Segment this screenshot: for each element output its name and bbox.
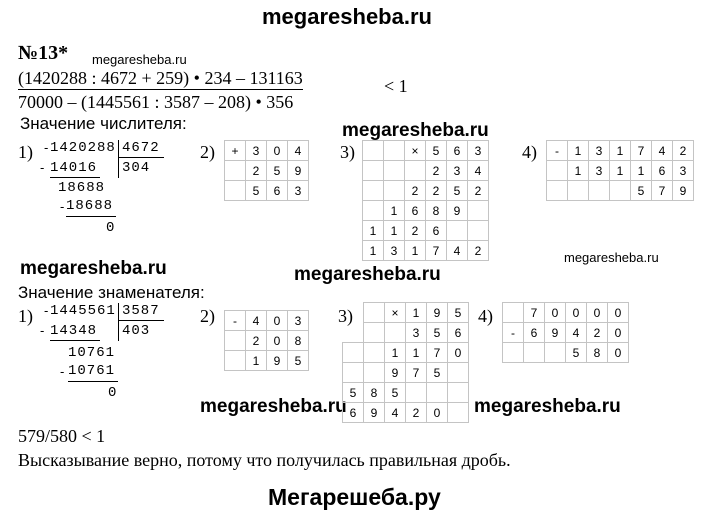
divisor: 3587 [122, 303, 160, 319]
grid-cell: 1 [631, 161, 652, 181]
grid-cell: 5 [385, 383, 406, 403]
step-label-d1: 1) [18, 306, 33, 326]
grid-cell: 7 [426, 241, 447, 261]
watermark-mid-2: megaresheba.ru [20, 258, 167, 279]
grid-cell: 1 [363, 221, 384, 241]
grid-cell: 1 [384, 201, 405, 221]
grid-cell [427, 383, 448, 403]
grid-cell: 2 [246, 161, 267, 181]
grid-cell: 4 [288, 141, 309, 161]
grid-cell [225, 351, 246, 371]
grid-cell: 0 [608, 343, 629, 363]
grid-cell: 2 [426, 181, 447, 201]
grid-cell: 0 [608, 323, 629, 343]
grid-cell: 1 [384, 221, 405, 241]
step-label-n4: 4) [522, 142, 537, 162]
times-sign: × [391, 305, 399, 320]
grid-cell: 2 [468, 181, 489, 201]
result-comparison: 579/580 < 1 [18, 426, 106, 446]
plus-sign: + [231, 143, 239, 158]
divisor: 4672 [122, 140, 160, 156]
minus-sign: - [511, 325, 515, 340]
grid-cell: 4 [566, 323, 587, 343]
grid-cell: 8 [426, 201, 447, 221]
minus-sign: - [40, 160, 45, 175]
grid-cell [363, 161, 384, 181]
grid-cell: 3 [288, 181, 309, 201]
grid-cell [384, 181, 405, 201]
grid-cell [363, 181, 384, 201]
denominator-section-title: Значение знаменателя: [18, 283, 205, 302]
grid-cell: 1 [385, 343, 406, 363]
minus-sign: - [44, 303, 49, 318]
grid-cell: 2 [426, 161, 447, 181]
grid-cell: 3 [246, 141, 267, 161]
grid-cell [405, 161, 426, 181]
grid-cell [225, 331, 246, 351]
grid-cell [589, 181, 610, 201]
step-label-d4: 4) [478, 306, 493, 326]
grid-cell: 9 [385, 363, 406, 383]
watermark-mid-3: megaresheba.ru [294, 264, 441, 285]
grid-cell: 5 [448, 303, 469, 323]
grid-cell: 9 [427, 303, 448, 323]
grid-cell: 1 [246, 351, 267, 371]
grid-cell [225, 161, 246, 181]
grid-cell: 8 [288, 331, 309, 351]
grid-cell: 5 [631, 181, 652, 201]
grid-cell [364, 323, 385, 343]
grid-cell: 6 [426, 221, 447, 241]
grid-cell [364, 363, 385, 383]
fraction-denominator: 70000 – (1445561 : 3587 – 208) • 356 [18, 92, 294, 112]
grid-cell: 2 [468, 241, 489, 261]
dividend: 1420288 [50, 140, 116, 156]
grid-cell [364, 343, 385, 363]
grid-cell: 1 [610, 141, 631, 161]
minus-sign: - [40, 323, 45, 338]
grid-numerator-subtraction [546, 140, 694, 201]
grid-cell: 5 [566, 343, 587, 363]
grid-cell: 6 [343, 403, 364, 423]
grid-cell: 5 [343, 383, 364, 403]
grid-cell [468, 221, 489, 241]
grid-cell: 1 [568, 141, 589, 161]
grid-cell: 7 [406, 363, 427, 383]
grid-denominator-subtraction-2 [502, 302, 629, 363]
grid-denominator-subtraction-1 [224, 310, 309, 371]
watermark-mid-1: megaresheba.ru [342, 120, 489, 141]
watermark-small-1: megaresheba.ru [92, 52, 187, 67]
grid-cell: 3 [384, 241, 405, 261]
subtrahend-2: 10761 [68, 363, 116, 379]
step-label-d2: 2) [200, 306, 215, 326]
grid-cell: 3 [288, 311, 309, 331]
grid-denominator-multiplication [342, 302, 469, 423]
grid-cell [610, 181, 631, 201]
grid-cell: 3 [468, 141, 489, 161]
grid-cell [547, 141, 568, 161]
grid-cell [468, 201, 489, 221]
grid-cell [225, 141, 246, 161]
grid-cell: 3 [673, 161, 694, 181]
grid-cell: 2 [587, 323, 608, 343]
grid-cell: 4 [246, 311, 267, 331]
grid-cell [225, 181, 246, 201]
grid-cell [225, 311, 246, 331]
grid-cell: 6 [267, 181, 288, 201]
grid-cell [524, 343, 545, 363]
grid-cell: 9 [545, 323, 566, 343]
conclusion-statement: Высказывание верно, потому что получилась правильная дробь. [18, 450, 511, 470]
comparison-less-than-one: < 1 [384, 76, 408, 96]
grid-cell: 0 [267, 331, 288, 351]
dividend: 1445561 [50, 303, 116, 319]
grid-cell: 1 [405, 241, 426, 261]
grid-cell: 0 [427, 403, 448, 423]
grid-cell: 9 [673, 181, 694, 201]
grid-cell [503, 323, 524, 343]
grid-cell: 0 [267, 141, 288, 161]
grid-cell: 2 [246, 331, 267, 351]
grid-cell: 5 [246, 181, 267, 201]
grid-cell: 4 [385, 403, 406, 423]
grid-numerator-addition [224, 140, 309, 201]
grid-cell: 6 [652, 161, 673, 181]
minus-sign: - [233, 313, 237, 328]
grid-cell: 4 [447, 241, 468, 261]
grid-cell: 5 [267, 161, 288, 181]
grid-cell: 5 [426, 141, 447, 161]
subtrahend-2: 18688 [66, 198, 114, 214]
grid-cell: 4 [652, 141, 673, 161]
remainder-final: 0 [108, 385, 118, 401]
minus-sign: - [555, 143, 559, 158]
numerator-section-title: Значение числителя: [20, 114, 187, 133]
step-label-n2: 2) [200, 142, 215, 162]
grid-cell [447, 221, 468, 241]
grid-cell [384, 141, 405, 161]
grid-cell: 5 [427, 363, 448, 383]
grid-cell: 8 [364, 383, 385, 403]
minus-sign: - [60, 199, 65, 214]
task-number: №13* [18, 42, 69, 64]
watermark-mid-4: megaresheba.ru [200, 396, 347, 417]
grid-cell: 6 [447, 141, 468, 161]
grid-cell: 3 [589, 161, 610, 181]
grid-cell [545, 343, 566, 363]
grid-cell [363, 201, 384, 221]
grid-cell: 0 [566, 303, 587, 323]
grid-cell: 0 [267, 311, 288, 331]
remainder-final: 0 [106, 220, 116, 236]
grid-cell: 7 [427, 343, 448, 363]
step-label-d3: 3) [338, 306, 353, 326]
grid-cell: 9 [447, 201, 468, 221]
step-label-n3: 3) [340, 142, 355, 162]
grid-cell [448, 383, 469, 403]
subtrahend-1: 14016 [50, 160, 98, 176]
remainder-1: 18688 [58, 180, 106, 196]
watermark-top: megaresheba.ru [262, 4, 432, 29]
grid-cell: 5 [288, 351, 309, 371]
grid-cell [364, 303, 385, 323]
grid-cell [384, 161, 405, 181]
grid-cell: 9 [288, 161, 309, 181]
subtrahend-1: 14348 [50, 323, 98, 339]
grid-cell: 5 [447, 181, 468, 201]
grid-cell [363, 141, 384, 161]
grid-cell: 2 [405, 221, 426, 241]
grid-cell [343, 343, 364, 363]
grid-cell [343, 323, 364, 343]
grid-cell: 1 [568, 161, 589, 181]
grid-cell: 5 [427, 323, 448, 343]
grid-cell: 2 [406, 403, 427, 423]
grid-cell: 1 [363, 241, 384, 261]
grid-cell [448, 403, 469, 423]
grid-cell [385, 323, 406, 343]
grid-cell: 3 [447, 161, 468, 181]
grid-cell: 9 [267, 351, 288, 371]
grid-cell: 8 [587, 343, 608, 363]
grid-cell [568, 181, 589, 201]
grid-cell: 3 [406, 323, 427, 343]
grid-numerator-multiplication [362, 140, 489, 261]
remainder-1: 10761 [68, 345, 116, 361]
grid-cell: 0 [545, 303, 566, 323]
grid-cell: 1 [610, 161, 631, 181]
grid-cell: 9 [364, 403, 385, 423]
grid-cell: 7 [631, 141, 652, 161]
watermark-mid-5: megaresheba.ru [474, 396, 621, 417]
grid-cell [448, 363, 469, 383]
grid-cell: 0 [608, 303, 629, 323]
watermark-footer: Мегарешеба.ру [268, 484, 441, 510]
grid-cell [385, 303, 406, 323]
grid-cell [503, 343, 524, 363]
grid-cell [343, 303, 364, 323]
grid-cell: 2 [673, 141, 694, 161]
grid-cell [405, 141, 426, 161]
quotient: 403 [122, 323, 151, 339]
grid-cell: 6 [524, 323, 545, 343]
grid-cell: 0 [448, 343, 469, 363]
grid-cell [547, 181, 568, 201]
minus-sign: - [44, 140, 49, 155]
grid-cell: 3 [589, 141, 610, 161]
grid-cell: 4 [468, 161, 489, 181]
grid-cell [547, 161, 568, 181]
fraction-numerator: (1420288 : 4672 + 259) • 234 – 131163 [18, 68, 303, 88]
grid-cell: 1 [406, 343, 427, 363]
times-sign: × [411, 143, 419, 158]
grid-cell: 0 [587, 303, 608, 323]
grid-cell: 6 [405, 201, 426, 221]
grid-cell [406, 383, 427, 403]
grid-cell [503, 303, 524, 323]
grid-cell: 2 [405, 181, 426, 201]
grid-cell: 1 [406, 303, 427, 323]
minus-sign: - [60, 364, 65, 379]
step-label-n1: 1) [18, 142, 33, 162]
grid-cell [343, 363, 364, 383]
quotient: 304 [122, 160, 151, 176]
grid-cell: 7 [524, 303, 545, 323]
grid-cell: 6 [448, 323, 469, 343]
grid-cell: 7 [652, 181, 673, 201]
watermark-small-2: megaresheba.ru [564, 250, 659, 265]
